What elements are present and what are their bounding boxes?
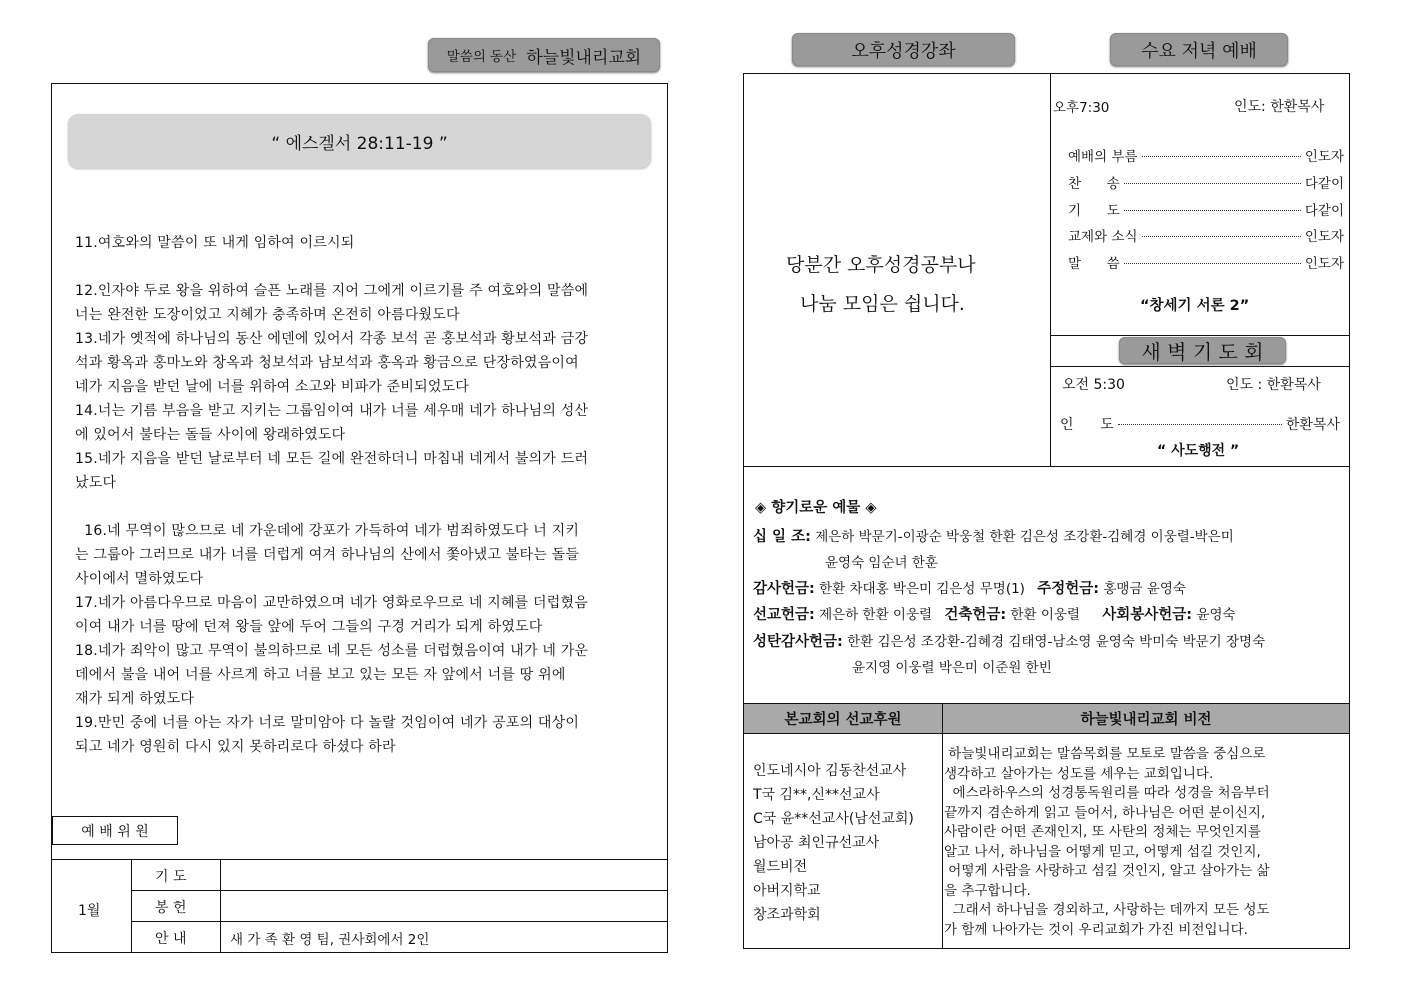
scripture-line: 에 있어서 불타는 돌들 사이에 왕래하였도다: [75, 427, 346, 443]
order-value: 인도자: [1304, 256, 1344, 272]
dawn-row-value: 한환목사: [1285, 417, 1340, 433]
committee-value-usher: 새 가 족 환 영 팀, 권사회에서 2인: [230, 932, 430, 948]
order-item: [1068, 252, 1344, 272]
scripture-line: 15.네가 지음을 받던 날로부터 네 모든 길에 완전하더니 마침내 네게서 불의가 드러: [75, 451, 589, 467]
afternoon-notice-line2: 나눔 모임은 쉽니다.: [800, 293, 965, 315]
dotted-leader: [1124, 210, 1301, 211]
wednesday-leader: 인도: 한환목사: [1234, 99, 1325, 115]
christmas-label: 성탄감사헌금:: [753, 634, 843, 650]
dawn-prayer-title-text: 새 벽 기 도 회: [1141, 340, 1264, 364]
committee-role-offering: 봉 헌: [155, 900, 187, 916]
scripture-line: 석과 황옥과 홍마노와 창옥과 청보석과 남보석과 홍옥과 황금으로 단장하였음이여: [75, 355, 579, 371]
divider: [942, 703, 943, 949]
scripture-line: 11.여호와의 말씀이 또 내게 임하여 이르시되: [75, 235, 355, 251]
vision-line: 사람이란 어떤 존재인지, 또 사탄의 정체는 무엇인지를: [944, 824, 1261, 840]
wednesday-service-title-text: 수요 저녁 예배: [1141, 40, 1257, 62]
divider: [1050, 73, 1051, 466]
wednesday-service-title: [1110, 33, 1288, 66]
vision-header-text: 하늘빛내리교회 비전: [1080, 712, 1212, 728]
mission-item: 월드비전: [753, 859, 808, 875]
committee-month: 1월: [78, 903, 101, 919]
order-label: 찬 송: [1068, 176, 1120, 192]
mission-item: 인도네시아 김동찬선교사: [753, 763, 907, 779]
christmas-names-cont: 윤지영 이웅렬 박은미 이준원 한빈: [852, 660, 1052, 676]
church-name: 하늘빛내리교회: [526, 47, 642, 68]
vision-line: 끝까지 겸손하게 읽고 들어서, 하나님은 어떤 분이신지,: [944, 804, 1266, 821]
order-label: 기 도: [1068, 203, 1120, 219]
tithe-row: [753, 525, 1234, 546]
scripture-line: 18.네가 죄악이 많고 무역이 불의하므로 네 모든 성소를 더럽혔음이여 내가 네 가운: [75, 643, 589, 659]
order-label: 교제와 소식: [1068, 229, 1138, 245]
scripture-line: 데에서 불을 내어 너를 사르게 하고 너를 보고 있는 모든 자 앞에서 너를 땅 위에: [75, 667, 566, 683]
thanks-label: 감사헌금:: [753, 581, 815, 597]
mission-names: 제은하 한환 이웅렬: [819, 607, 933, 623]
scripture-line: 14.너는 기름 부음을 받고 지키는 그룹임이여 내가 너를 세우매 네가 하나님의 성산: [75, 403, 589, 419]
mission-item: 창조과학회: [753, 907, 821, 923]
committee-role-usher: 안 내: [155, 931, 187, 947]
church-banner: [428, 38, 660, 72]
divider: [51, 859, 668, 860]
social-label: 사회봉사헌금:: [1102, 607, 1193, 623]
divider: [131, 921, 668, 922]
afternoon-study-title: [792, 33, 1015, 66]
scripture-line: 19.만민 중에 너를 아는 자가 너로 말미암아 다 놀랄 것임이여 네가 공포의 대상이: [75, 715, 580, 731]
afternoon-study-title-text: 오후성경강좌: [851, 40, 956, 62]
mission-item: C국 윤**선교사(남선교회): [753, 811, 914, 827]
offerings-heading: ◈ 향기로운 예물 ◈: [755, 500, 877, 516]
missions-header-text: 본교회의 선교후원: [784, 712, 902, 728]
divider: [743, 466, 1350, 467]
social-names: 윤영숙: [1196, 607, 1236, 623]
tithe-names-cont: 윤영숙 임순녀 한훈: [825, 555, 938, 571]
building-names: 한환 이웅렬: [1010, 607, 1080, 623]
afternoon-notice-line1: 당분간 오후성경공부나: [786, 254, 976, 276]
wednesday-time: 오후7:30: [1053, 100, 1110, 116]
scripture-line: 되고 네가 영원히 다시 있지 못하리로다 하셨다 하라: [75, 739, 396, 755]
vision-line: 생각하고 살아가는 성도를 세우는 교회입니다.: [944, 765, 1214, 782]
vision-header: [943, 704, 1349, 733]
mission-item: 아버지학교: [753, 883, 821, 899]
order-item: [1068, 225, 1344, 245]
scripture-line: 16.네 무역이 많으므로 네 가운데에 강포가 가득하여 네가 범죄하였도다 너 지키: [75, 523, 580, 539]
divider: [743, 733, 1350, 734]
scripture-line: 이여 내가 너를 땅에 던져 왕들 앞에 두어 그들의 구경 거리가 되게 하였도다: [75, 619, 543, 635]
dawn-leader-row: [1060, 414, 1340, 434]
order-label: 예배의 부름: [1068, 149, 1138, 165]
church-motto: 말씀의 동산: [446, 49, 517, 65]
order-value: 인도자: [1304, 229, 1344, 245]
scripture-line: 13.네가 옛적에 하나님의 동산 에덴에 있어서 각종 보석 곧 홍보석과 황보석과 금강: [75, 331, 589, 347]
scripture-title: “ 에스겔서 28:11-19 ”: [271, 133, 448, 154]
wednesday-sermon: “창세기 서론 2”: [1140, 298, 1250, 314]
vision-line: 하늘빛내리교회는 말씀목회를 모토로 말씀을 중심으로: [944, 746, 1266, 762]
order-item: [1068, 172, 1344, 192]
weekly-label: 주정헌금:: [1037, 581, 1100, 597]
missions-header: [744, 704, 942, 733]
mission-label: 선교헌금:: [753, 607, 815, 623]
dotted-leader: [1142, 236, 1301, 237]
divider: [131, 859, 132, 953]
vision-line: 어떻게 사람을 사랑하고 섬길 것인지, 알고 살아가는 삶: [944, 863, 1270, 879]
scripture-line: 사이에서 멸하였도다: [75, 571, 204, 587]
order-label: 말 씀: [1068, 256, 1120, 272]
dawn-row-label: 인 도: [1060, 417, 1114, 433]
scripture-line: 는 그룹아 그러므로 내가 너를 더럽게 여겨 하나님의 산에서 쫓아냈고 불타는 돌들: [75, 547, 580, 563]
scripture-line: 17.네가 아름다우므로 마음이 교만하였으며 네가 영화로우므로 네 지혜를 더럽혔음: [75, 595, 588, 611]
dawn-leader: 인도 : 한환목사: [1226, 377, 1321, 393]
order-item: [1068, 145, 1344, 165]
worship-committee-label: [52, 816, 178, 845]
order-value: 다같이: [1304, 176, 1344, 192]
scripture-line: 너는 완전한 도장이었고 지혜가 충족하며 온전히 아름다웠도다: [75, 307, 460, 323]
divider: [131, 890, 668, 891]
dotted-leader: [1142, 156, 1301, 157]
scripture-line: 네가 지음을 받던 날에 너를 위하여 소고와 비파가 준비되었도다: [75, 379, 470, 395]
scripture-line: 12.인자야 두로 왕을 위하여 슬픈 노래를 지어 그에게 이르기를 주 여호와의 말씀에: [75, 283, 589, 299]
dawn-time: 오전 5:30: [1062, 377, 1125, 393]
dawn-prayer-title: [1119, 337, 1286, 364]
mission-item: T국 김**,신**선교사: [753, 787, 880, 803]
scripture-line: 재가 되게 하였도다: [75, 691, 195, 707]
tithe-names: 제은하 박문기-이광순 박웅철 한환 김은성 조강환-김혜경 이웅렬-박은미: [815, 529, 1234, 545]
order-value: 인도자: [1304, 149, 1344, 165]
vision-line: 가 함께 나아가는 것이 우리교회가 가진 비전입니다.: [944, 921, 1248, 938]
divider: [1050, 366, 1350, 367]
scripture-title-bar: [68, 114, 651, 168]
mission-item: 남아공 최인규선교사: [753, 835, 880, 851]
thanks-row: [753, 577, 1186, 598]
christmas-names: 한환 김은성 조강환-김혜경 김태영-남소영 윤영숙 박미숙 박문기 장명숙: [847, 634, 1266, 650]
order-item: [1068, 199, 1344, 219]
dotted-leader: [1118, 424, 1282, 425]
mission-row: [753, 603, 1236, 624]
dotted-leader: [1124, 263, 1301, 264]
vision-line: 그래서 하나님을 경외하고, 사랑하는 데까지 모든 성도: [944, 902, 1270, 918]
divider: [220, 859, 221, 953]
thanks-names: 한환 차대홍 박은미 김은성 무명(1): [819, 581, 1025, 597]
dawn-sermon: “ 사도행전 ”: [1157, 443, 1240, 459]
weekly-names: 홍맹금 윤영숙: [1103, 581, 1186, 597]
building-label: 건축헌금:: [944, 607, 1007, 623]
vision-line: 을 추구합니다.: [944, 882, 1031, 899]
vision-line: 에스라하우스의 성경통독원리를 따라 성경을 처음부터: [944, 785, 1270, 801]
committee-role-prayer: 기 도: [155, 869, 187, 885]
tithe-label: 십 일 조:: [753, 529, 811, 545]
dotted-leader: [1124, 183, 1301, 184]
scripture-line: 났도다: [75, 475, 117, 491]
vision-line: 알고 나서, 하나님을 어떻게 믿고, 어떻게 섬길 것인지,: [944, 843, 1261, 860]
order-value: 다같이: [1304, 203, 1344, 219]
worship-committee-title: 예 배 위 원: [81, 823, 149, 840]
christmas-row: [753, 630, 1265, 651]
